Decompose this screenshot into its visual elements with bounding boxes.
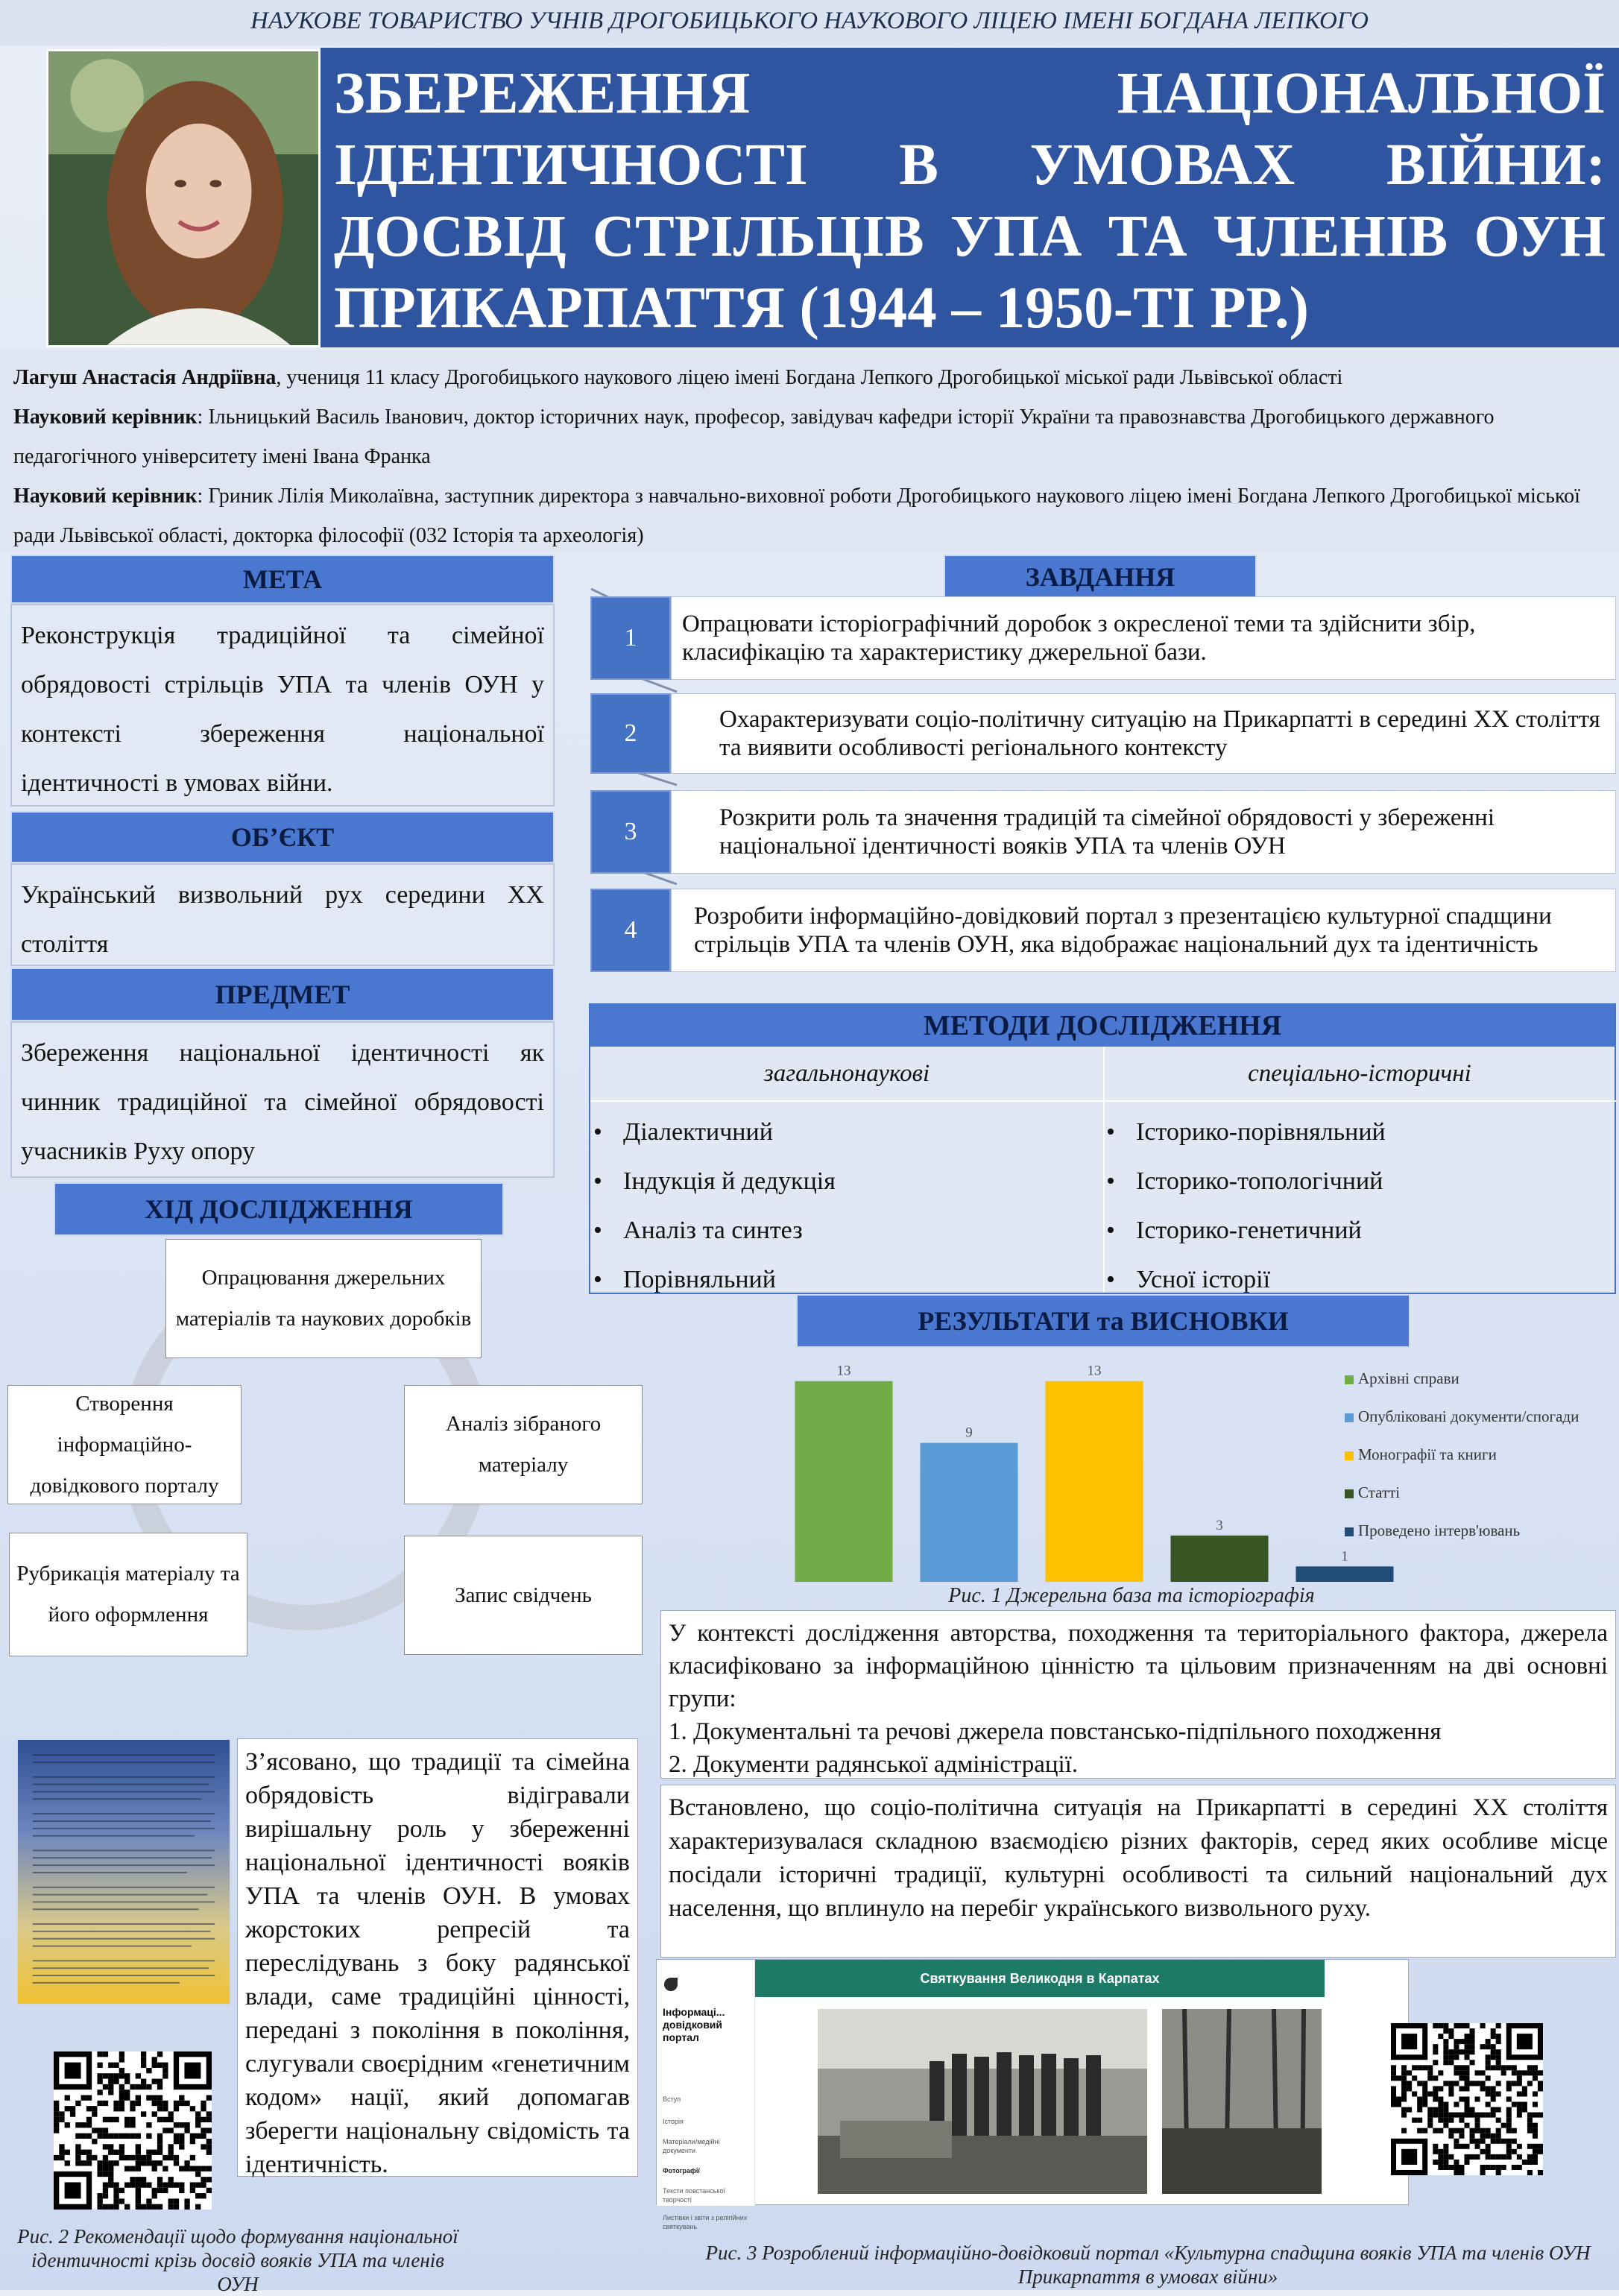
classification-item: 1. Документальні та речові джерела повстансько-підпільного походження [669,1718,1442,1745]
chart-legend-swatch [1345,1489,1354,1498]
situation-text: Встановлено, що соціо-політична ситуація на Прикарпатті в середині ХХ століття характеризувалася складною взаємодією різних факторів, серед яких особливе місце посідали історичні традиції, культурні особливості та сильний національний дух населення, що вплинуло на перебіг українського визвольного руху. [660,1785,1616,1958]
portal-menu-item[interactable]: Тексти повстанської творчості [663,2187,725,2204]
poster-title: ЗБЕРЕЖЕННЯ НАЦІОНАЛЬНОЇ ІДЕНТИЧНОСТІ В УМОВАХ ВІЙНИ: ДОСВІД СТРІЛЬЦІВ УПА ТА ЧЛЕНІВ ОУН ПРИКАРПАТТЯ (1944 – 1950-ТІ РР.) [334,61,1606,341]
methods-general-item: • Діалектичний [623,1108,1103,1157]
conclusion-text: З’ясовано, що традиції та сімейна обрядовість відігравали вирішальну роль у збереженні національної ідентичності вояків УПА та членів ОУН. В умовах жорстоких репресій та переслідувань з боку радянської влади, саме традиційні цінності, передані з покоління в покоління, слугували своєрідним «генетичним кодом» нації, який допомагав зберегти національну свідомість та ідентичність. [237,1738,638,2177]
chart-bar [1045,1381,1143,1582]
methods-general-list [590,1102,1103,1305]
figure-1-caption: Рис. 1 Джерельна база та історіографія [948,1584,1315,1607]
portal-sidebar [657,1960,755,2230]
chart-legend-label: Монографії та книги [1358,1445,1497,1463]
advisor-1-line [13,397,1606,476]
portal-menu-item[interactable]: Матеріали/медійні документи [663,2138,720,2154]
chart-bar [795,1381,892,1582]
chart-data-label: 13 [1087,1363,1102,1379]
portal-screenshot [656,1959,1409,2230]
portal-menu [663,2088,751,2236]
methods-heading: МЕТОДИ ДОСЛІДЖЕННЯ [590,1005,1615,1047]
portal-banner: Святкування Великодня в Карпатах [755,1960,1325,1997]
task-3-text: Розкрити роль та значення традицій та сімейної обрядовості у збереженні національної ідентичності вояків УПА та членів ОУН [671,790,1616,874]
author-name: Лагуш Анастасія Андріївна [13,366,277,389]
advisor-2-line [13,476,1606,555]
chart-legend-swatch [1345,1451,1354,1460]
portal-menu-item[interactable]: Листівки і звіти з релігійних святкувань [663,2214,748,2230]
methods-special-item: • Усної історії [1136,1255,1616,1305]
chart-data-label: 1 [1341,1548,1348,1565]
goal-text: Реконструкція традиційної та сімейної обрядовості стрільців УПА та членів ОУН у контексті збереження національної ідентичності в умовах війни. [10,604,555,807]
portal-menu-item[interactable]: Вступ [663,2095,681,2103]
object-text: Український визвольний рух середини ХХ століття [10,863,555,966]
task-2-number: 2 [590,693,671,774]
progress-step-2: Аналіз зібраного матеріалу [404,1385,643,1504]
task-1-text: Опрацювати історіографічний доробок з окресленої теми та здійснити збір, класифікацію та характеристику джерельної бази. [671,596,1616,680]
methods-special-item: • Історико-генетичний [1136,1206,1616,1255]
task-3-number: 3 [590,790,671,874]
chart-legend-label: Архівні справи [1358,1369,1459,1387]
progress-step-5: Створення інформаційно-довідкового порталу [7,1385,242,1504]
organization-name: НАУКОВЕ ТОВАРИСТВО УЧНІВ ДРОГОБИЦЬКОГО НАУКОВОГО ЛІЦЕЮ ІМЕНІ БОГДАНА ЛЕПКОГО [250,7,1369,34]
methods-general-item: • Індукція й дедукція [623,1157,1103,1206]
qr-code-left[interactable] [54,2051,212,2210]
progress-step-3: Запис свідчень [404,1536,643,1655]
sources-bar-chart [759,1348,1616,1586]
advisor-1-info: : Ільницький Василь Іванович, доктор історичних наук, професор, завідувач кафедри історії України та правознавства Дрогобицького державного педагогічного університету імені Івана Франка [13,406,1495,468]
goal-heading: МЕТА [10,555,555,604]
methods-special-column [1103,1047,1616,1293]
methods-special-title: спеціально-історичні [1103,1047,1616,1102]
methods-general-item: • Порівняльний [623,1255,1103,1305]
chart-bar [920,1443,1017,1582]
chart-data-label: 13 [836,1363,851,1379]
classification-item: 2. Документи радянської адміністрації. [669,1751,1079,1778]
methods-special-item: • Історико-порівняльний [1136,1108,1616,1157]
figure-3-caption: Рис. 3 Розроблений інформаційно-довідковий портал «Культурна спадщина вояків УПА та членів ОУН Прикарпаття в умовах війни» [705,2242,1591,2288]
chart-data-label: 9 [965,1425,973,1441]
chart-legend-label: Проведено інтерв'ювань [1358,1521,1521,1539]
task-4-text: Розробити інформаційно-довідковий портал з презентацією культурної спадщини стрільців УПА та членів ОУН, яка відображає національний дух та ідентичність [671,889,1616,972]
qr-code-right[interactable] [1391,2023,1543,2175]
author-line [13,358,1606,397]
author-photo [46,49,321,347]
document-text-lines [18,1740,230,2004]
portal-menu-item[interactable]: Фотографії [663,2167,700,2174]
task-1-number: 1 [590,596,671,680]
chart-data-label: 3 [1216,1517,1223,1533]
recommendations-document-thumbnail [16,1738,231,2005]
portal-leaf-icon [664,1978,678,1991]
task-2-text: Охарактеризувати соціо-політичну ситуацію на Прикарпатті в середині ХХ століття та виявити особливості регіонального контексту [671,693,1616,774]
task-4-number: 4 [590,889,671,972]
tasks-heading: ЗАВДАННЯ [944,555,1257,599]
portal-photo-soldiers [818,2009,1147,2194]
chart-legend-label: Опубліковані документи/спогади [1358,1407,1579,1425]
advisor-2-info: : Гриник Лілія Миколаївна, заступник директора з навчально-виховної роботи Дрогобицького наукового ліцею імені Богдана Лепкого Дрогобицької міської ради Львівської області, докторка філософії (032 Історія та археологія) [13,485,1580,547]
methods-special-list [1103,1102,1616,1305]
chart-legend-swatch [1345,1375,1354,1384]
classification-text: У контексті дослідження авторства, походження та територіального фактора, джерела класифіковано за інформаційною цінністю та цільовим призначенням на дві основні групи: [669,1620,1608,1712]
progress-step-4: Рубрикація матеріалу та його оформлення [9,1533,247,1656]
classification-box [660,1610,1616,1779]
authors-block [0,350,1619,553]
advisor-2-label: Науковий керівник [13,485,198,508]
portal-menu-item[interactable]: Історія [663,2118,684,2125]
chart-bar [1170,1536,1268,1582]
subject-text: Збереження національної ідентичності як чинник традиційної та сімейної обрядовості учасників Руху опору [10,1021,555,1178]
title-box [321,48,1619,347]
progress-heading: ХІД ДОСЛІДЖЕННЯ [54,1182,504,1236]
results-heading: РЕЗУЛЬТАТИ та ВИСНОВКИ [796,1294,1410,1348]
chart-legend-swatch [1345,1413,1354,1422]
methods-general-item: • Аналіз та синтез [623,1206,1103,1255]
subject-heading: ПРЕДМЕТ [10,968,555,1021]
author-info: , учениця 11 класу Дрогобицького наукового ліцею імені Богдана Лепкого Дрогобицької міської ради Львівської області [276,366,1343,389]
methods-general-column [590,1047,1105,1293]
methods-general-title: загальнонаукові [590,1047,1103,1102]
object-heading: ОБ’ЄКТ [10,811,555,863]
portal-photo-forest [1162,2009,1322,2194]
methods-table [589,1003,1616,1294]
chart-bar [1295,1566,1393,1582]
chart-legend-label: Статті [1358,1483,1401,1501]
figure-2-caption: Рис. 2 Рекомендації щодо формування національної ідентичності крізь досвід вояків УПА та членів ОУН [17,2225,458,2295]
chart-legend-swatch [1345,1527,1354,1536]
methods-special-item: • Історико-топологічний [1136,1157,1616,1206]
author-portrait-image [48,51,318,345]
progress-step-1: Опрацювання джерельних матеріалів та наукових доробків [165,1239,482,1358]
advisor-1-label: Науковий керівник [13,406,198,429]
portal-sidebar-title: Інформаці... довідковий портал [663,2006,725,2043]
